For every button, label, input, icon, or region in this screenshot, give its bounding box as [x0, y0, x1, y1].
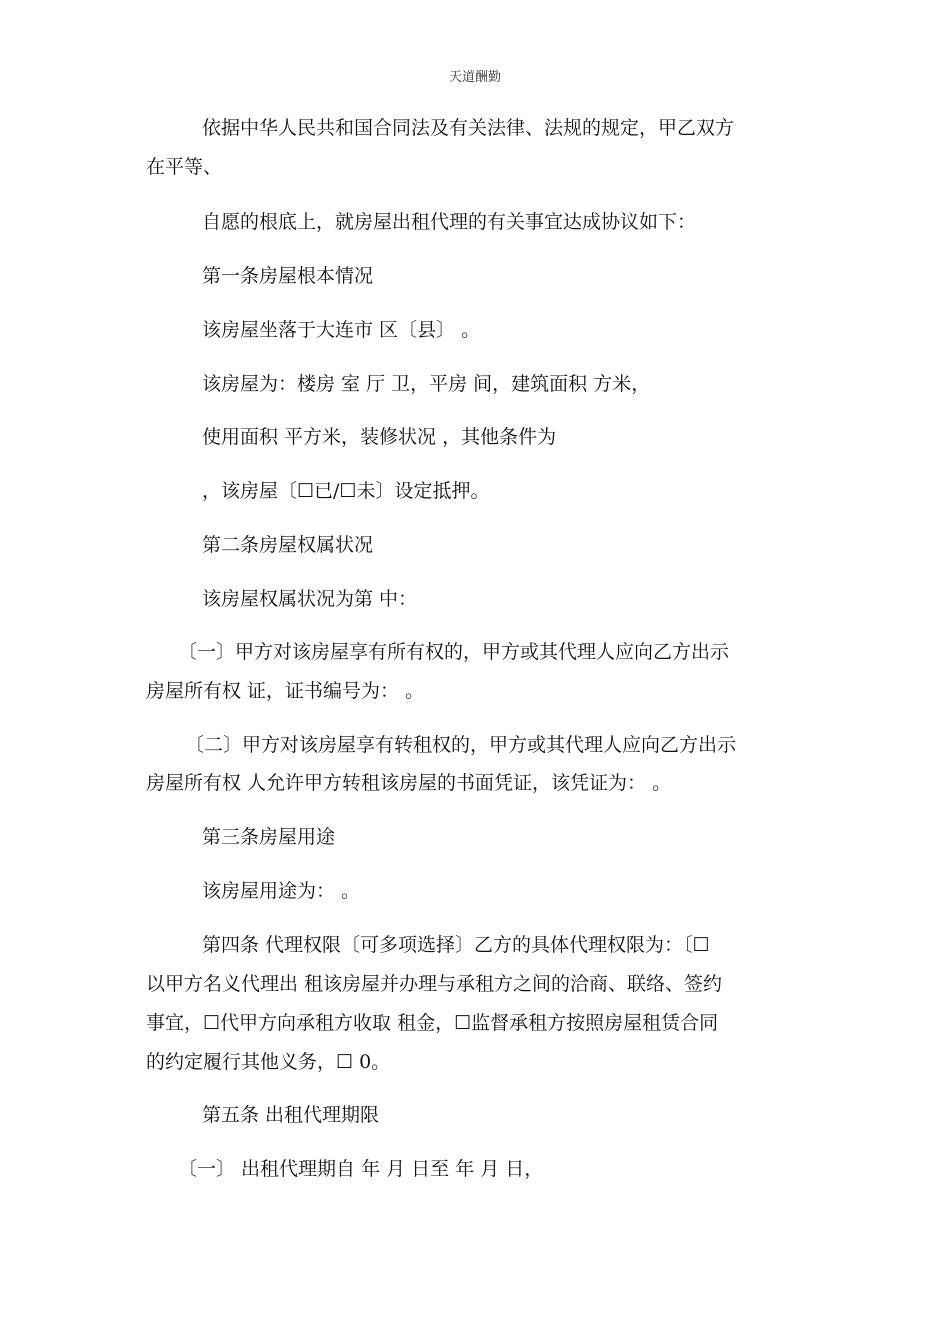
article-5-title: 第五条 出租代理期限	[202, 1104, 380, 1126]
article-4-line-1: 第四条 代理权限〔可多项选择〕乙方的具体代理权限为：〔☐	[202, 934, 710, 956]
article-3-usage: 该房屋用途为： 。	[202, 880, 361, 902]
article-2-item-2-line-1: 〔二〕甲方对该房屋享有转租权的，甲方或其代理人应向乙方出示	[185, 734, 737, 756]
article-1-mortgage: ，该房屋〔☐已/☐未〕设定抵押。	[202, 480, 490, 502]
preamble-line-2: 在平等、	[146, 156, 223, 178]
article-1-usage-area: 使用面积 平方米，装修状况 ，其他条件为	[202, 426, 557, 448]
article-2-title: 第二条房屋权属状况	[202, 534, 374, 556]
article-1-house-type: 该房屋为：楼房 室 厅 卫，平房 间，建筑面积 方米，	[202, 373, 651, 395]
article-3-title: 第三条房屋用途	[202, 826, 336, 848]
article-2-item-1-line-1: 〔一〕甲方对该房屋享有所有权的，甲方或其代理人应向乙方出示	[178, 641, 730, 663]
article-5-item-1: 〔一〕 出租代理期自 年 月 日至 年 月 日，	[178, 1158, 544, 1180]
article-2-item-1-line-2: 房屋所有权 证，证书编号为： 。	[146, 680, 425, 702]
page-header-title: 天道酬勤	[448, 70, 501, 85]
article-4-line-2: 以甲方名义代理出 租该房屋并办理与承租方之间的洽商、联络、签约	[146, 973, 723, 995]
article-2-item-2-line-2: 房屋所有权 人允许甲方转租该房屋的书面凭证，该凭证为： 。	[146, 772, 672, 794]
preamble-line-1: 依据中华人民共和国合同法及有关法律、法规的规定，甲乙双方	[202, 117, 735, 139]
article-2-intro: 该房屋权属状况为第 中：	[202, 588, 418, 610]
article-4-line-4: 的约定履行其他义务，☐ 0。	[146, 1051, 391, 1073]
article-4-line-3: 事宜，☐代甲方向承租方收取 租金，☐监督承租方按照房屋租赁合同	[146, 1012, 719, 1034]
article-1-location: 该房屋坐落于大连市 区〔县〕 。	[202, 319, 481, 341]
preamble-continuation: 自愿的根底上，就房屋出租代理的有关事宜达成协议如下：	[202, 211, 697, 233]
article-1-title: 第一条房屋根本情况	[202, 265, 374, 287]
